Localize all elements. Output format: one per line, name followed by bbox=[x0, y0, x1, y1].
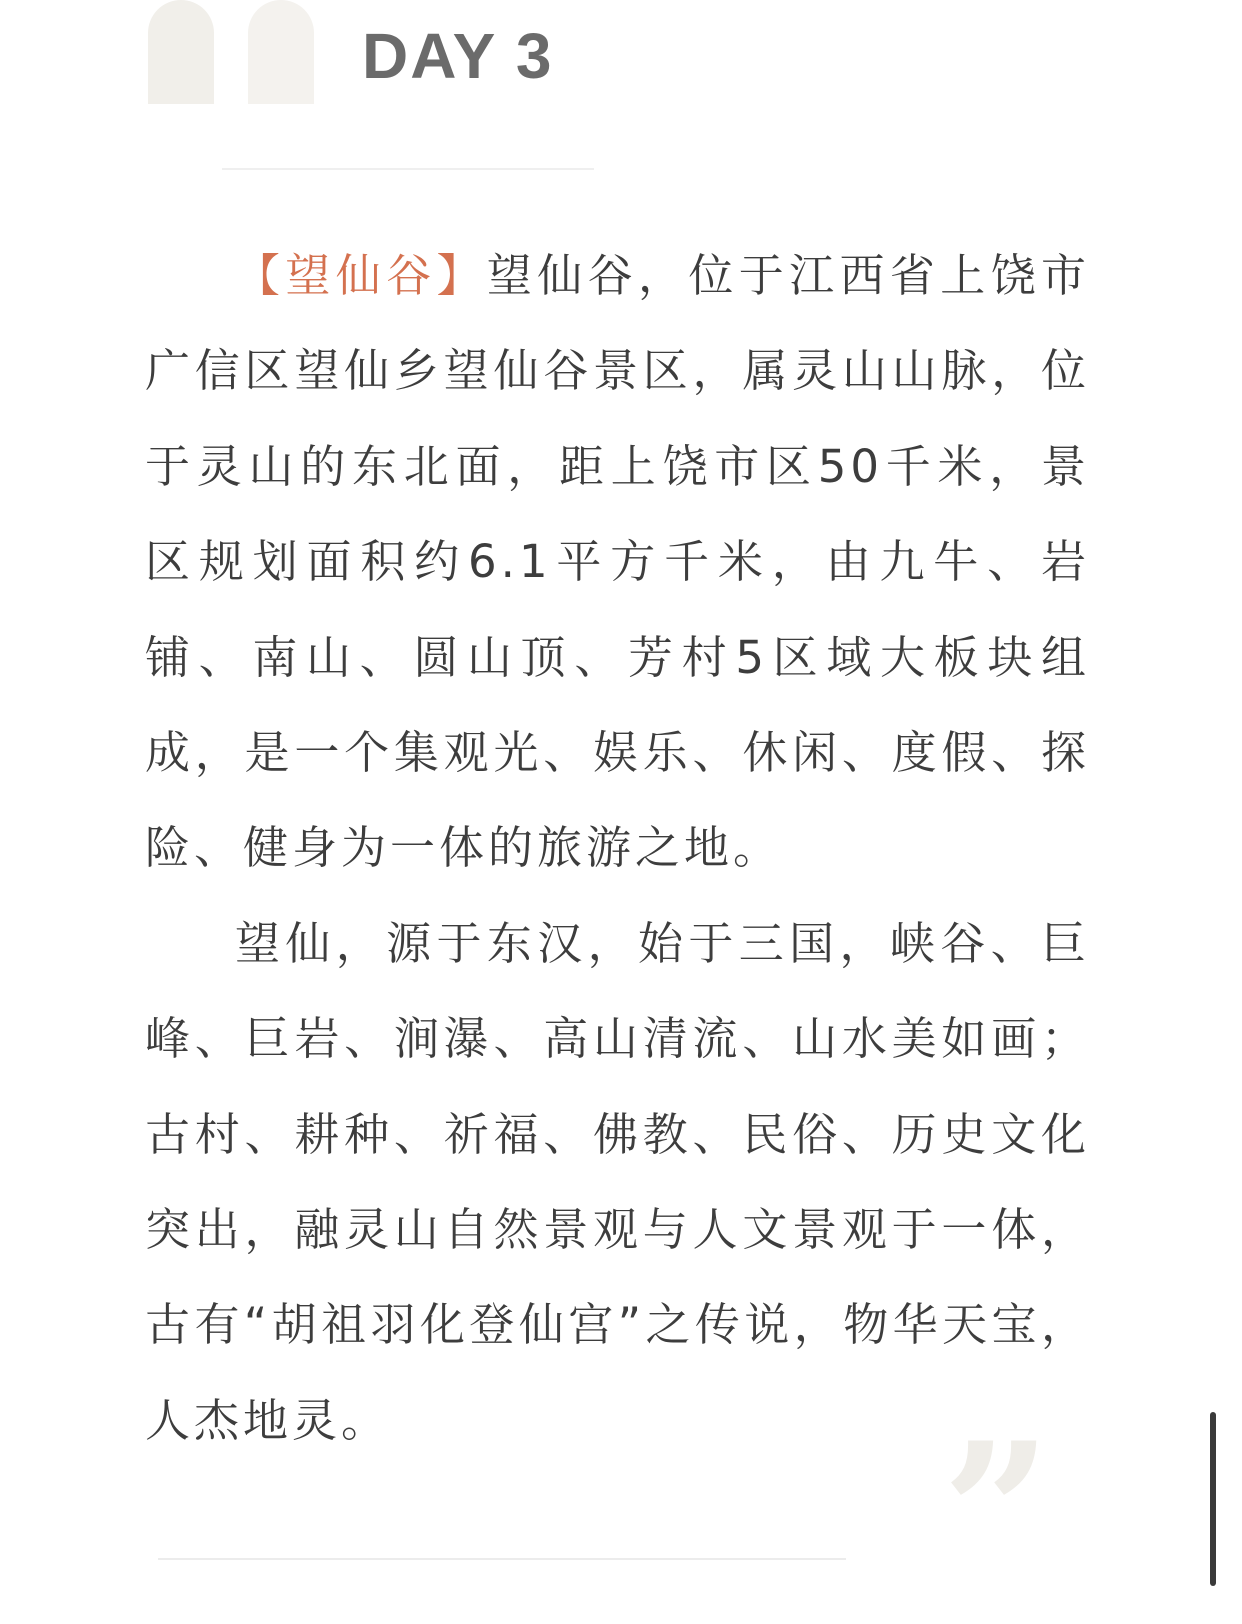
title-divider bbox=[222, 168, 594, 170]
bottom-divider bbox=[158, 1558, 846, 1560]
decorative-arch-right bbox=[248, 0, 314, 104]
paragraph-1 bbox=[145, 228, 1090, 896]
day-title: DAY 3 bbox=[362, 20, 554, 92]
place-name-highlight: 【望仙谷】 bbox=[235, 249, 487, 302]
paragraph-2: 望仙，源于东汉，始于三国，峡谷、巨峰、巨岩、涧瀑、高山清流、山水美如画；古村、耕种、祈福、佛教、民俗、历史文化突出，融灵山自然景观与人文景观于一体，古有“胡祖羽化登仙宫”之传说，物华天宝，人杰地灵。 bbox=[145, 916, 1090, 1447]
paragraph-1-text: 望仙谷，位于江西省上饶市广信区望仙乡望仙谷景区，属灵山山脉，位于灵山的东北面，距上饶市区50千米，景区规划面积约6.1平方千米，由九牛、岩铺、南山、圆山顶、芳村5区域大板块组成，是一个集观光、娱乐、休闲、度假、探险、健身为一体的旅游之地。 bbox=[145, 249, 1090, 875]
article-body bbox=[145, 228, 1090, 1468]
scrollbar-thumb[interactable] bbox=[1210, 1412, 1216, 1586]
decorative-arch-left bbox=[148, 0, 214, 104]
closing-quote-icon: ” bbox=[942, 1401, 1052, 1624]
